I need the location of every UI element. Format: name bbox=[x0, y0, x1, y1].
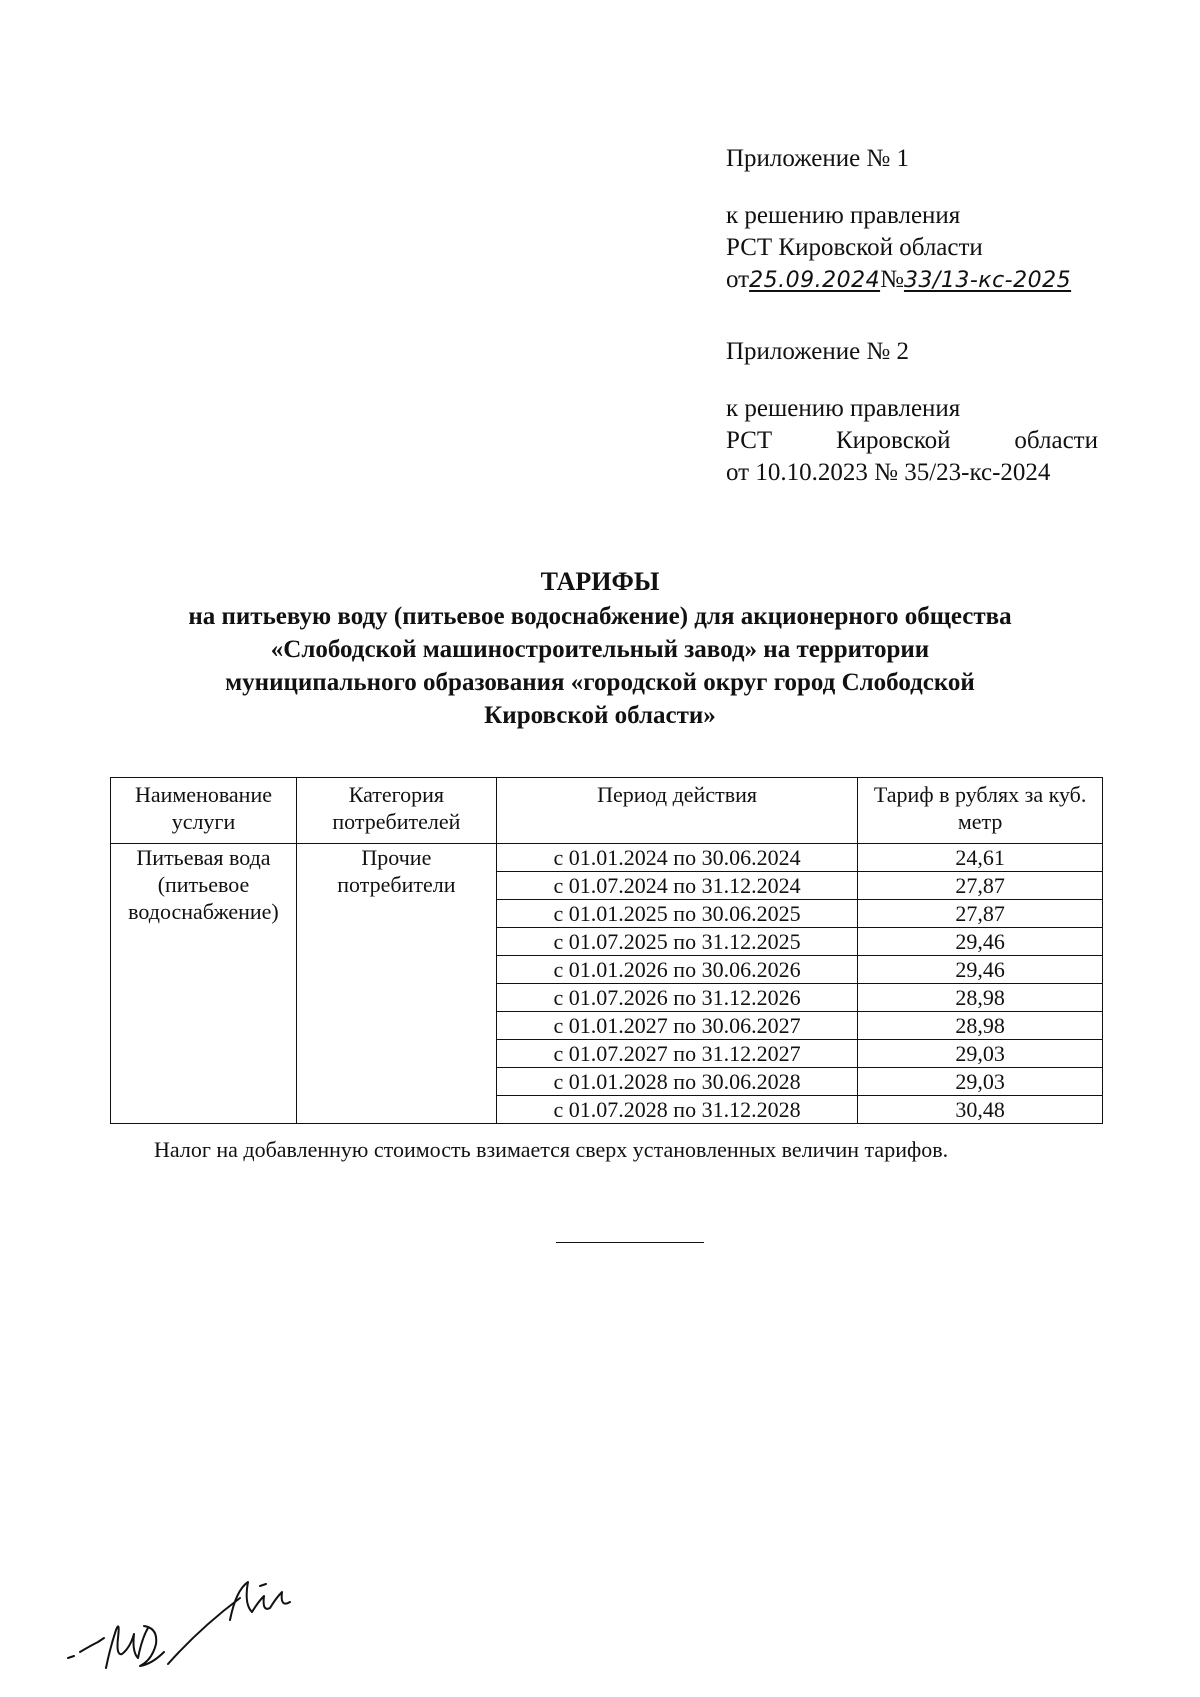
tariff-cell: 29,03 bbox=[858, 1040, 1103, 1068]
appendix-2-line-2 bbox=[726, 425, 1098, 457]
appendix-1-line-2: РСТ Кировской области bbox=[726, 234, 983, 261]
table-row bbox=[111, 844, 1103, 872]
handwritten-signature bbox=[60, 1568, 300, 1678]
tariff-cell: 27,87 bbox=[858, 872, 1103, 900]
tariff-cell: 30,48 bbox=[858, 1096, 1103, 1124]
reference-prefix: от bbox=[726, 266, 750, 293]
tariff-table bbox=[110, 777, 1103, 1124]
period-cell: с 01.01.2028 по 30.06.2028 bbox=[496, 1068, 858, 1096]
appendix-2-line-1: к решению правления bbox=[726, 395, 961, 422]
appendix-2-word-1: РСТ bbox=[726, 427, 773, 454]
tariff-cell: 29,03 bbox=[858, 1068, 1103, 1096]
tariff-cell: 29,46 bbox=[858, 956, 1103, 984]
category-cell: Прочие потребители bbox=[296, 844, 496, 1124]
appendix-1-title: Приложение № 1 bbox=[726, 145, 910, 172]
tariff-cell: 28,98 bbox=[858, 984, 1103, 1012]
vat-note: Налог на добавленную стоимость взимается сверх установленных величин тарифов. bbox=[154, 1137, 949, 1162]
period-cell: с 01.01.2027 по 30.06.2027 bbox=[496, 1012, 858, 1040]
appendix-2-word-2: Кировской bbox=[836, 427, 951, 454]
period-cell: с 01.07.2028 по 31.12.2028 bbox=[496, 1096, 858, 1124]
appendix-2-header bbox=[726, 336, 1098, 489]
appendix-1-line-1: к решению правления bbox=[726, 202, 961, 229]
period-cell: с 01.07.2025 по 31.12.2025 bbox=[496, 928, 858, 956]
number-sign: № bbox=[880, 266, 904, 293]
tariff-cell: 28,98 bbox=[858, 1012, 1103, 1040]
appendix-2-line-3: от 10.10.2023 № 35/23-кс-2024 bbox=[726, 459, 1051, 486]
service-cell: Питьевая вода (питьевое водоснабжение) bbox=[111, 844, 297, 1124]
period-cell: с 01.01.2025 по 30.06.2025 bbox=[496, 900, 858, 928]
tariff-cell: 27,87 bbox=[858, 900, 1103, 928]
tariff-cell: 29,46 bbox=[858, 928, 1103, 956]
appendix-2-title: Приложение № 2 bbox=[726, 338, 910, 365]
period-cell: с 01.07.2024 по 31.12.2024 bbox=[496, 872, 858, 900]
heading-line-3: муниципального образования «городской округ город Слободской bbox=[225, 669, 975, 696]
appendix-1-header bbox=[726, 143, 1071, 297]
period-cell: с 01.01.2026 по 30.06.2026 bbox=[496, 956, 858, 984]
tariff-cell: 24,61 bbox=[858, 844, 1103, 872]
heading-line-1: на питьевую воду (питьевое водоснабжение) для акционерного общества bbox=[188, 603, 1012, 630]
end-divider bbox=[556, 1242, 704, 1243]
header-category: Категория потребителей bbox=[296, 778, 496, 844]
header-tariff: Тариф в рублях за куб. метр bbox=[858, 778, 1103, 844]
appendix-2-word-3: области bbox=[1014, 427, 1098, 454]
document-heading bbox=[130, 565, 1070, 732]
table-header-row bbox=[111, 778, 1103, 844]
period-cell: с 01.07.2027 по 31.12.2027 bbox=[496, 1040, 858, 1068]
heading-line-4: Кировской области» bbox=[484, 702, 716, 729]
period-cell: с 01.07.2026 по 31.12.2026 bbox=[496, 984, 858, 1012]
document-title: ТАРИФЫ bbox=[540, 567, 660, 596]
handwritten-date: 25.09.2024 bbox=[749, 268, 881, 293]
heading-line-2: «Слободской машиностроительный завод» на территории bbox=[270, 636, 930, 663]
header-service: Наименование услуги bbox=[111, 778, 297, 844]
appendix-1-reference bbox=[726, 264, 1071, 297]
handwritten-number: 33/13-кс-2025 bbox=[903, 268, 1072, 293]
period-cell: с 01.01.2024 по 30.06.2024 bbox=[496, 844, 858, 872]
header-period: Период действия bbox=[496, 778, 858, 844]
